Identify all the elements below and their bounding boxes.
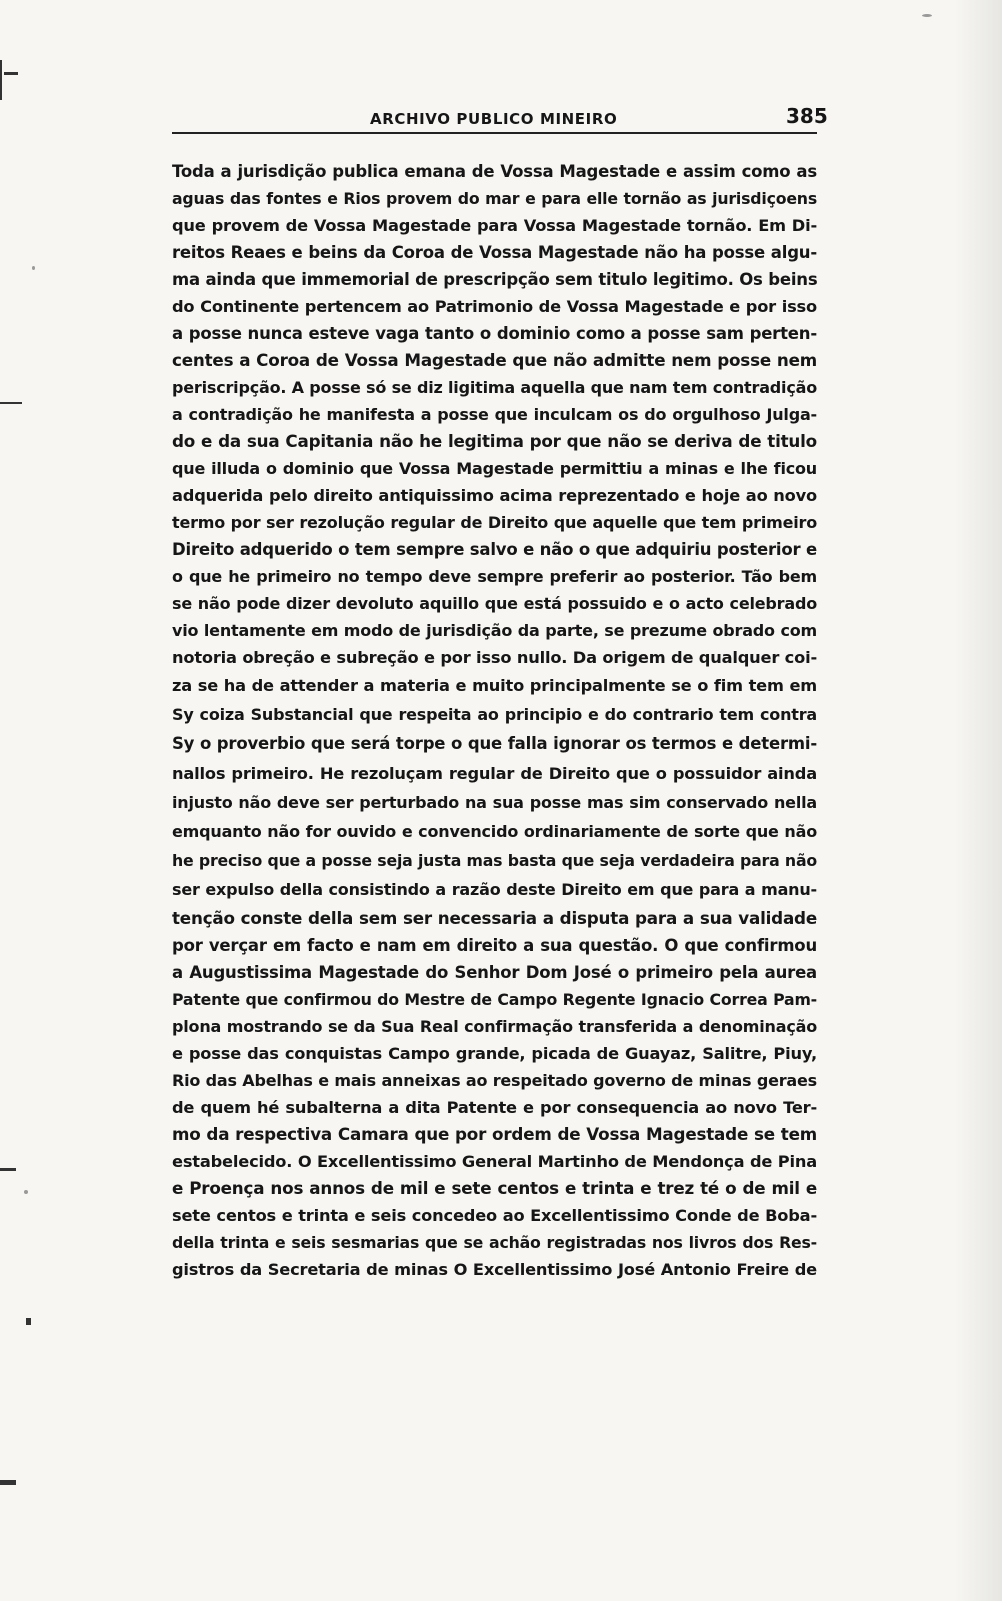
text-line: do e da sua Capitania não he legitima por que não se deriva de titulo — [172, 431, 817, 451]
text-line: mo da respectiva Camara que por ordem de Vossa Magestade se tem — [172, 1123, 817, 1144]
text-line: nallos primeiro. He rezoluçam regular de Direito que o possuidor ainda — [172, 763, 817, 783]
scan-speck — [32, 266, 35, 270]
text-line: Rio das Abelhas e mais anneixas ao respeitado governo de minas geraes — [172, 1070, 817, 1090]
text-line: e posse das conquistas Campo grande, picada de Guayaz, Salitre, Piuy, — [172, 1043, 817, 1063]
text-line: Toda a jurisdição publica emana de Vossa Magestade e assim como as — [172, 162, 817, 181]
text-line: emquanto não for ouvido e convencido ordinariamente de sorte que não — [172, 821, 817, 841]
scan-mark — [0, 402, 22, 404]
text-line: injusto não deve ser perturbado na sua posse mas sim conservado nella — [172, 792, 817, 812]
scan-mark — [4, 72, 18, 75]
text-line: della trinta e seis sesmarias que se achão registradas nos livros dos Res- — [172, 1232, 817, 1252]
text-line: do Continente pertencem ao Patrimonio de Vossa Magestade e por isso — [172, 297, 817, 316]
header-rule — [172, 132, 817, 134]
text-line: tenção conste della sem ser necessaria a disputa para a sua validade — [172, 907, 817, 928]
page-number: 385 — [786, 104, 828, 128]
text-line: por verçar em facto e nam em direito a sua questão. O que confirmou — [172, 935, 817, 955]
scan-mark — [26, 1318, 31, 1325]
text-line: plona mostrando se da Sua Real confirmação transferida a denominação — [172, 1016, 817, 1036]
text-line: Direito adquerido o tem sempre salvo e não o que adquiriu posterior e — [172, 540, 817, 559]
text-line: a contradição he manifesta a posse que inculcam os do orgulhoso Julga- — [172, 405, 817, 424]
text-line: se não pode dizer devoluto aquillo que está possuido e o acto celebrado — [172, 594, 817, 613]
text-line: Sy o proverbio que será torpe o que falla ignorar os termos e determi- — [172, 734, 817, 754]
text-line: ser expulso della consistindo a razão deste Direito em que para a manu- — [172, 880, 817, 900]
scan-speck — [24, 1190, 28, 1194]
text-line: za se ha de attender a materia e muito principalmente se o fim tem em — [172, 676, 817, 695]
text-line: a Augustissima Magestade do Senhor Dom José o primeiro pela aurea — [172, 962, 817, 982]
scan-mark — [0, 60, 2, 100]
text-line: que provem de Vossa Magestade para Vossa Magestade tornão. Em Di- — [172, 216, 817, 235]
body-text — [172, 158, 817, 1283]
text-line: sete centos e trinta e seis concedeo ao Excellentissimo Conde de Boba- — [172, 1205, 817, 1225]
scan-mark — [0, 1168, 16, 1171]
text-line: centes a Coroa de Vossa Magestade que não admitte nem posse nem — [172, 350, 817, 370]
text-line: estabelecido. O Excellentissimo General Martinho de Mendonça de Pina — [172, 1151, 817, 1171]
running-header-title: ARCHIVO PUBLICO MINEIRO — [370, 110, 618, 128]
text-line: he preciso que a posse seja justa mas basta que seja verdadeira para não — [172, 851, 817, 871]
text-line: de quem hé subalterna a dita Patente e por consequencia ao novo Ter- — [172, 1097, 817, 1117]
text-line: termo por ser rezolução regular de Direito que aquelle que tem primeiro — [172, 513, 817, 532]
text-line: notoria obreção e subreção e por isso nullo. Da origem de qualquer coi- — [172, 648, 817, 667]
text-line: Sy coiza Substancial que respeita ao principio e do contrario tem contra — [172, 705, 817, 725]
page-edge-shadow — [954, 0, 1002, 1601]
text-line: ma ainda que immemorial de prescripção sem titulo legitimo. Os beins — [172, 270, 817, 289]
text-line: gistros da Secretaria de minas O Excellentissimo José Antonio Freire de — [172, 1259, 817, 1279]
text-line: aguas das fontes e Rios provem do mar e para elle tornão as jurisdiçoens — [172, 189, 817, 208]
text-line: periscripção. A posse só se diz ligitima aquella que nam tem contradição — [172, 378, 817, 397]
text-line: vio lentamente em modo de jurisdição da parte, se prezume obrado com — [172, 621, 817, 640]
text-line: o que he primeiro no tempo deve sempre preferir ao posterior. Tão bem — [172, 567, 817, 586]
text-line: que illuda o dominio que Vossa Magestade permittiu a minas e lhe ficou — [172, 459, 817, 478]
scan-mark — [0, 1480, 16, 1485]
text-line: adquerida pelo direito antiquissimo acima reprezentado e hoje ao novo — [172, 486, 817, 505]
text-line: a posse nunca esteve vaga tanto o dominio como a posse sam perten- — [172, 324, 817, 343]
scan-speck — [922, 14, 932, 17]
text-line: e Proença nos annos de mil e sete centos e trinta e trez té o de mil e — [172, 1177, 817, 1198]
text-line: Patente que confirmou do Mestre de Campo Regente Ignacio Correa Pam- — [172, 989, 817, 1009]
text-line: reitos Reaes e beins da Coroa de Vossa Magestade não ha posse algu- — [172, 243, 817, 262]
